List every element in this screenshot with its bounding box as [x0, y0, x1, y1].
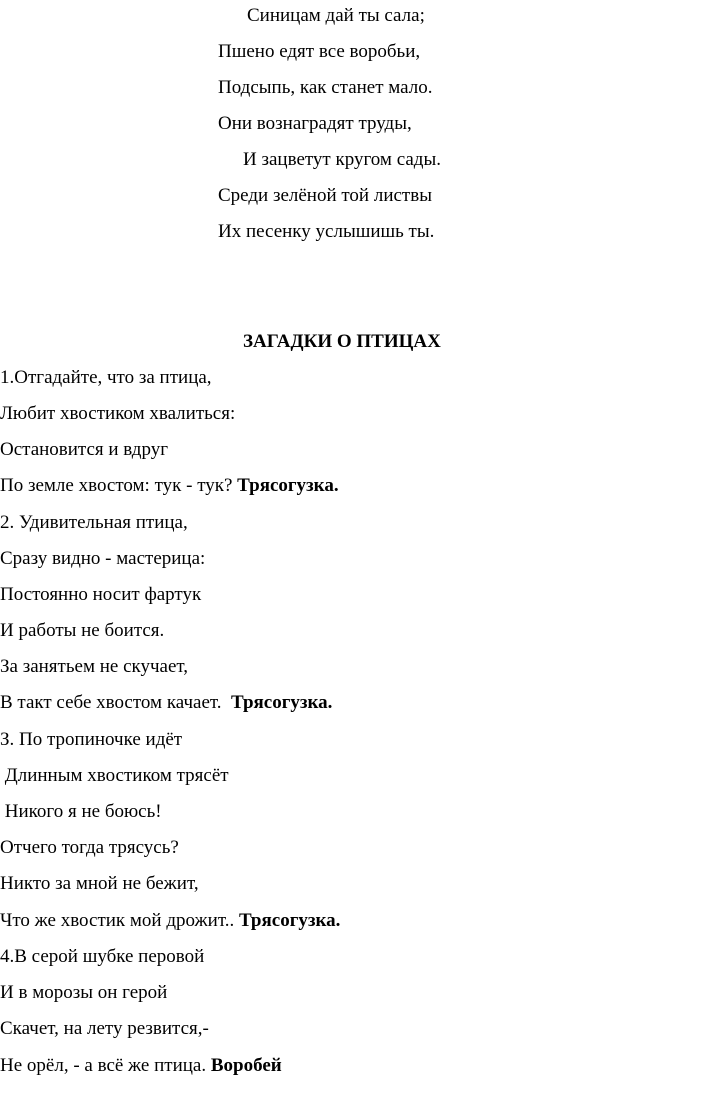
riddle-3-answer: Трясогузка.: [238, 910, 341, 931]
riddle-2-line-6: [0, 691, 332, 715]
poem-line-7: Их песенку услышишь ты.: [218, 221, 435, 242]
poem-line-4: Они вознаградят труды,: [218, 113, 412, 134]
riddle-3-line-1: З. По тропиночке идёт: [0, 729, 183, 750]
riddle-2-line-3: Постоянно носит фартук: [0, 584, 202, 605]
riddle-4-line-1: 4.В серой шубке перовой: [0, 946, 205, 967]
riddle-3-line-6-text: Что же хвостик мой дрожит..: [0, 910, 239, 931]
poem-line-5: И зацветут кругом сады.: [243, 149, 441, 170]
riddle-2-line-4: И работы не боится.: [0, 620, 165, 641]
riddle-1-line-4: [0, 474, 339, 498]
riddle-2-line-1: 2. Удивительная птица,: [0, 512, 188, 533]
riddle-1-line-3: Остановится и вдруг: [0, 439, 169, 460]
riddle-2-answer: Трясогузка.: [231, 692, 333, 713]
riddle-4-line-3: Скачет, на лету резвится,-: [0, 1018, 209, 1039]
riddle-2-line-6-text: В такт себе хвостом качает.: [0, 692, 231, 713]
riddle-2-line-5: За занятьем не скучает,: [0, 656, 189, 677]
riddle-1-line-1: 1.Отгадайте, что за птица,: [0, 367, 212, 388]
riddle-1-answer: Трясогузка.: [237, 475, 339, 496]
riddle-3-line-2: Длинным хвостиком трясёт: [0, 765, 229, 786]
riddle-2-line-2: Сразу видно - мастерица:: [0, 548, 206, 569]
riddles-heading: ЗАГАДКИ О ПТИЦАХ: [243, 331, 441, 352]
riddle-3-line-6: [0, 909, 340, 933]
riddle-3-line-5: Никто за мной не бежит,: [0, 873, 199, 894]
poem-line-3: Подсыпь, как станет мало.: [218, 77, 433, 98]
poem-line-6: Среди зелёной той листвы: [218, 185, 432, 206]
riddle-4-line-4: [0, 1054, 282, 1078]
riddle-1-line-4-text: По земле хвостом: тук - тук?: [0, 475, 238, 496]
riddle-3-line-4: Отчего тогда трясусь?: [0, 837, 179, 858]
riddle-4-line-2: И в морозы он герой: [0, 982, 168, 1003]
riddle-1-line-2: Любит хвостиком хвалиться:: [0, 403, 236, 424]
poem-line-1: Синицам дай ты сала;: [247, 5, 425, 26]
riddle-4-line-4-text: Не орёл, - а всё же птица.: [0, 1055, 211, 1076]
riddle-4-answer: Воробей: [210, 1055, 282, 1076]
riddle-3-line-3: Никого я не боюсь!: [0, 801, 162, 822]
poem-line-2: Пшено едят все воробьи,: [218, 41, 421, 62]
